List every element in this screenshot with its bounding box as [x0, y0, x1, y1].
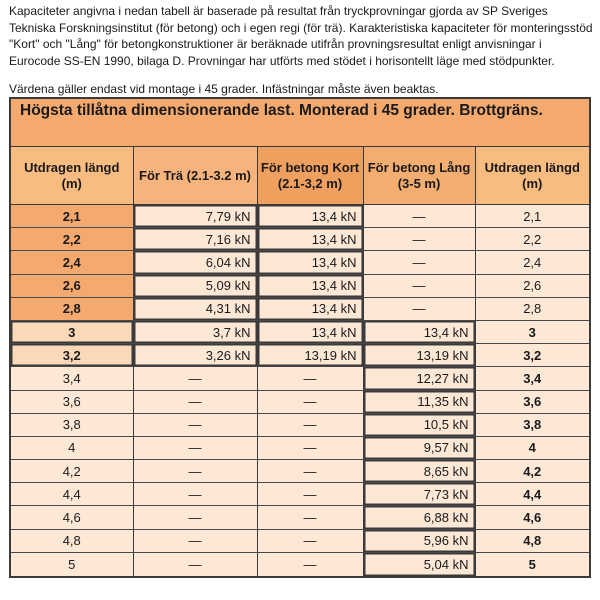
- cell-concrete-short: —: [257, 529, 363, 552]
- cell-concrete-short: 13,4 kN: [257, 251, 363, 274]
- cell-concrete-long: 10,5 kN: [363, 413, 475, 436]
- cell-concrete-short: 13,4 kN: [257, 228, 363, 251]
- cell-concrete-long: —: [363, 251, 475, 274]
- cell-concrete-long: 8,65 kN: [363, 460, 475, 483]
- cell-wood: 6,04 kN: [133, 251, 257, 274]
- cell-concrete-short: 13,4 kN: [257, 320, 363, 343]
- cell-length: 2,2: [11, 228, 133, 251]
- cell-length-right: 2,1: [475, 205, 589, 228]
- cell-wood: —: [133, 529, 257, 552]
- table-row: [11, 390, 589, 413]
- intro-paragraph: Kapaciteter angivna i nedan tabell är baserade på resultat från tryckprovningar gjorda av SP Sveriges Tekniska Forskningsinstitut (för betong) och i egen regi (för trä). Karakteristiska kapaciteter för monteringsstöd "Kort" och "Lång" för betongkonstruktioner är beräknade utifrån provningsresultat enligt anvisningar i Eurocode SS-EN 1990, bilaga D. Provningar har utförts med stödet i horisontellt läge med stödpunkter.: [9, 4, 593, 68]
- cell-length-right: 3,6: [475, 390, 589, 413]
- table-row: [11, 483, 589, 506]
- cell-length: 4,6: [11, 506, 133, 529]
- cell-length: 2,4: [11, 251, 133, 274]
- cell-length: 3: [11, 320, 133, 343]
- cell-concrete-short: 13,4 kN: [257, 297, 363, 320]
- cell-length-right: 2,8: [475, 297, 589, 320]
- cell-concrete-long: 5,04 kN: [363, 552, 475, 575]
- cell-length-right: 2,6: [475, 274, 589, 297]
- cell-length-right: 3,4: [475, 367, 589, 390]
- cell-length-right: 2,2: [475, 228, 589, 251]
- cell-length-right: 4: [475, 436, 589, 459]
- cell-concrete-long: —: [363, 228, 475, 251]
- cell-length-right: 4,4: [475, 483, 589, 506]
- header-row: [11, 147, 589, 205]
- cell-wood: 3,26 kN: [133, 344, 257, 367]
- cell-length: 2,1: [11, 205, 133, 228]
- header-concrete-short: För betong Kort (2.1-3,2 m): [257, 147, 363, 205]
- table-row: [11, 367, 589, 390]
- cell-wood: —: [133, 436, 257, 459]
- table-row: [11, 552, 589, 575]
- cell-concrete-short: 13,4 kN: [257, 274, 363, 297]
- cell-wood: —: [133, 390, 257, 413]
- intro-text: [9, 3, 593, 98]
- header-length-right: Utdragen längd (m): [475, 147, 589, 205]
- cell-concrete-long: 9,57 kN: [363, 436, 475, 459]
- cell-wood: —: [133, 460, 257, 483]
- cell-concrete-long: —: [363, 297, 475, 320]
- cell-length: 3,8: [11, 413, 133, 436]
- cell-length: 4,2: [11, 460, 133, 483]
- cell-concrete-short: —: [257, 367, 363, 390]
- cell-concrete-long: 13,19 kN: [363, 344, 475, 367]
- cell-concrete-short: —: [257, 483, 363, 506]
- table-row: [11, 413, 589, 436]
- cell-wood: 4,31 kN: [133, 297, 257, 320]
- cell-length: 2,6: [11, 274, 133, 297]
- header-wood: För Trä (2.1-3.2 m): [133, 147, 257, 205]
- header-concrete-long: För betong Lång (3-5 m): [363, 147, 475, 205]
- table-row: [11, 205, 589, 228]
- cell-concrete-long: —: [363, 274, 475, 297]
- cell-length-right: 3: [475, 320, 589, 343]
- cell-length: 2,8: [11, 297, 133, 320]
- cell-concrete-long: 6,88 kN: [363, 506, 475, 529]
- cell-length: 3,6: [11, 390, 133, 413]
- intro-note: Värdena gäller endast vid montage i 45 grader. Infästningar måste även beaktas.: [9, 82, 439, 96]
- cell-concrete-short: 13,4 kN: [257, 205, 363, 228]
- cell-concrete-long: 12,27 kN: [363, 367, 475, 390]
- table-title: Högsta tillåtna dimensionerande last. Monterad i 45 grader. Brottgräns.: [11, 99, 589, 147]
- table-row: [11, 297, 589, 320]
- cell-length-right: 3,8: [475, 413, 589, 436]
- cell-concrete-long: 5,96 kN: [363, 529, 475, 552]
- cell-wood: 3,7 kN: [133, 320, 257, 343]
- cell-concrete-short: 13,19 kN: [257, 344, 363, 367]
- cell-length-right: 4,2: [475, 460, 589, 483]
- table-row: [11, 436, 589, 459]
- cell-length: 4,8: [11, 529, 133, 552]
- cell-wood: —: [133, 552, 257, 575]
- table-row: [11, 251, 589, 274]
- cell-concrete-short: —: [257, 390, 363, 413]
- table-row: [11, 228, 589, 251]
- cell-wood: 7,79 kN: [133, 205, 257, 228]
- cell-wood: —: [133, 367, 257, 390]
- table-row: [11, 529, 589, 552]
- cell-length: 5: [11, 552, 133, 575]
- cell-length-right: 3,2: [475, 344, 589, 367]
- cell-length: 3,2: [11, 344, 133, 367]
- cell-concrete-short: —: [257, 413, 363, 436]
- table-row: [11, 506, 589, 529]
- table-row: [11, 274, 589, 297]
- cell-length-right: 4,8: [475, 529, 589, 552]
- table-row: [11, 344, 589, 367]
- cell-wood: —: [133, 483, 257, 506]
- table-row: [11, 320, 589, 343]
- cell-concrete-long: 13,4 kN: [363, 320, 475, 343]
- cell-concrete-short: —: [257, 436, 363, 459]
- cell-concrete-short: —: [257, 552, 363, 575]
- cell-length: 4: [11, 436, 133, 459]
- cell-length: 3,4: [11, 367, 133, 390]
- cell-concrete-long: 11,35 kN: [363, 390, 475, 413]
- header-length: Utdragen längd (m): [11, 147, 133, 205]
- cell-concrete-long: —: [363, 205, 475, 228]
- load-table: [9, 97, 591, 578]
- cell-wood: —: [133, 506, 257, 529]
- cell-length: 4,4: [11, 483, 133, 506]
- cell-concrete-long: 7,73 kN: [363, 483, 475, 506]
- cell-length-right: 5: [475, 552, 589, 575]
- cell-concrete-short: —: [257, 460, 363, 483]
- cell-wood: 7,16 kN: [133, 228, 257, 251]
- cell-length-right: 2,4: [475, 251, 589, 274]
- cell-concrete-short: —: [257, 506, 363, 529]
- load-grid: [11, 147, 589, 576]
- cell-length-right: 4,6: [475, 506, 589, 529]
- cell-wood: 5,09 kN: [133, 274, 257, 297]
- cell-wood: —: [133, 413, 257, 436]
- table-row: [11, 460, 589, 483]
